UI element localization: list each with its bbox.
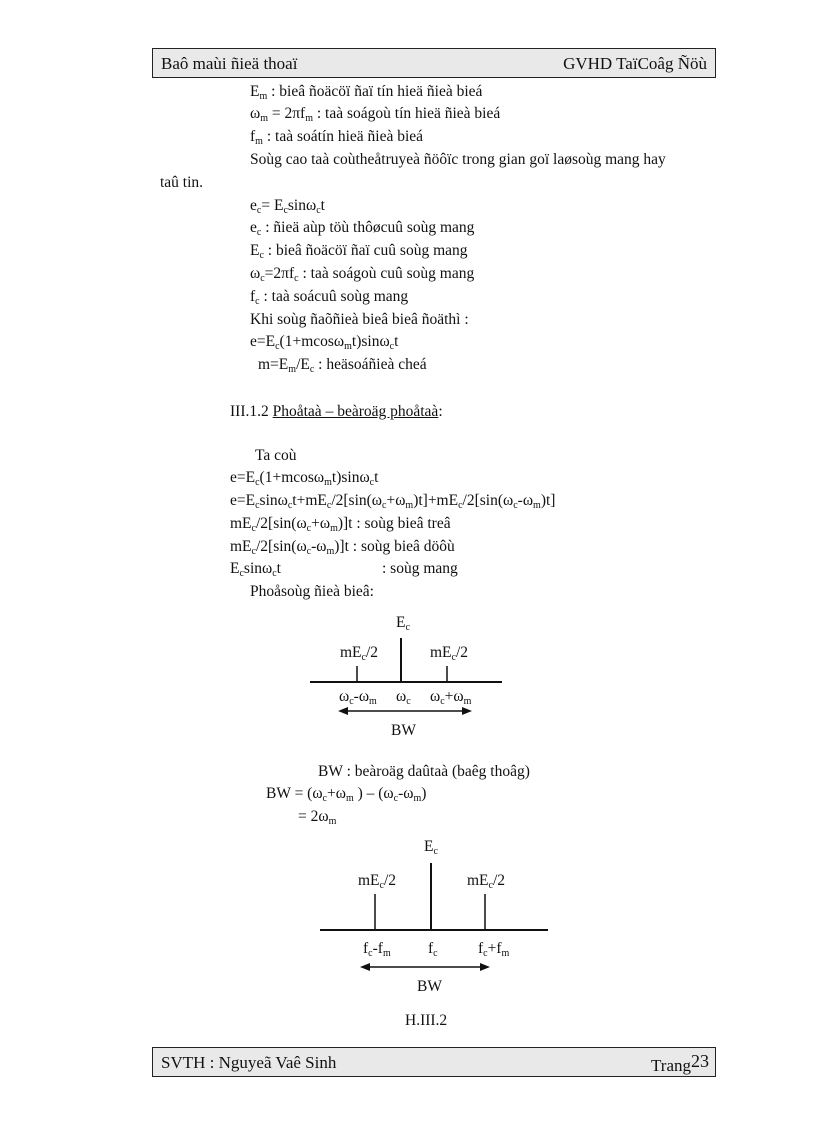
spectrum-diagram-2 xyxy=(315,860,555,935)
bw-label-1: BW xyxy=(391,722,416,739)
def-em: $E_m$ : bieâ ñoäcöï ñaï tín hieä ñieà bieá xyxy=(250,83,483,102)
def-fm: $f_m$ : taà soátín hieä ñieà bieá xyxy=(250,128,424,147)
page-header xyxy=(152,48,716,78)
bw-label-2: BW xyxy=(417,978,442,995)
carrier-line1: Soùg cao taà coùtheåtruyeà ñöôïc trong gian goï laøsoùg mang hay xyxy=(250,151,666,168)
bw-arrow-2 xyxy=(360,960,490,974)
eq-line5-label: : soùg mang xyxy=(382,560,458,577)
footer-student: SVTH : Nguyeã Vaê Sinh xyxy=(161,1053,337,1072)
def-e-eq: $e=E_c(1+mcos\omega_mt)\sin\omega_ct$ xyxy=(250,333,399,352)
carrier-line2: taû tin. xyxy=(160,174,204,191)
lower-sb-label-2: $mE_c/2$ xyxy=(358,872,397,891)
eq-line1: $e=E_c(1+mcos\omega_mt)\sin\omega_ct$ xyxy=(230,469,379,488)
carrier-label-2: $E_c$ xyxy=(424,838,438,857)
eq-line4: $mE_c/2[\sin(\omega_c-\omega_m)]t$ : soùg bieâ döôù xyxy=(230,538,455,557)
ta-co: Ta coù xyxy=(255,447,297,464)
pho-label: Phoåsoùg ñieà bieâ: xyxy=(250,583,374,600)
upper-freq-label-1: $\omega_c+\omega_m$ xyxy=(430,688,472,707)
carrier-label-1: $E_c$ xyxy=(396,614,410,633)
figure-caption: H.III.2 xyxy=(405,1012,448,1029)
eq-line5: $E_c\sin\omega_ct$ xyxy=(230,560,281,579)
header-instructor: GVHD TaïCoâg Ñöù xyxy=(563,54,707,73)
page-footer xyxy=(152,1047,716,1077)
lower-freq-label-1: $\omega_c-\omega_m$ xyxy=(339,688,377,707)
bw-arrow-1 xyxy=(338,704,472,718)
def-ec: $e_c$ : ñieä aùp töù thôøcuû soùg mang xyxy=(250,219,475,238)
def-m-eq: $m=E_m/E_c$ : heäsoáñieà cheá xyxy=(258,356,427,375)
def-ec-eq: $e_c= E_c\sin\omega_ct$ xyxy=(250,197,325,216)
footer-page: Trang23 xyxy=(651,1051,709,1075)
def-wc: $\omega_c=2\pi f_c$ : taà soágoù cuû soùg mang xyxy=(250,265,475,284)
def-fc: $f_c$ : taà soácuû soùg mang xyxy=(250,288,409,307)
lower-sb-label-1: $mE_c/2$ xyxy=(340,644,379,663)
eq-line3: $mE_c/2[\sin(\omega_c+\omega_m)]t$ : soùg bieâ treâ xyxy=(230,515,451,534)
upper-sb-label-1: $mE_c/2$ xyxy=(430,644,469,663)
upper-freq-label-2: $f_c+f_m$ xyxy=(478,940,510,959)
eq-line2: $e=E_c\sin\omega_ct+mE_c/2[\sin(\omega_c+\omega_m)t]+mE_c/2[\sin(\omega_c-\omega_m)t]$ xyxy=(230,492,556,511)
def-wm: $\omega_m = 2\pi f_m$ : taà soágoù tín hieä ñieà bieá xyxy=(250,105,501,124)
header-title: Baô maùi ñieä thoaï xyxy=(161,54,298,73)
carrier-freq-label-1: $\omega_c$ xyxy=(396,688,411,707)
def-Ec: $E_c$ : bieâ ñoäcöï ñaï cuû soùg mang xyxy=(250,242,468,261)
carrier-freq-label-2: $f_c$ xyxy=(428,940,438,959)
def-khi: Khi soùg ñaõñieà bieâ bieâ ñoäthì : xyxy=(250,311,469,328)
page-number: 23 xyxy=(691,1051,709,1071)
lower-freq-label-2: $f_c-f_m$ xyxy=(363,940,391,959)
bw-definition: BW : beàroäg daûtaà (baêg thoâg) xyxy=(318,763,530,780)
bw-eq-1: BW = ($\omega_c+\omega_m$ ) – $(\omega_c-\omega_m)$ xyxy=(266,785,427,804)
bw-eq-2: = $2\omega_m$ xyxy=(298,808,337,827)
section-title: III.1.2 Phoåtaà – beàroäg phoåtaà: xyxy=(230,403,443,420)
upper-sb-label-2: $mE_c/2$ xyxy=(467,872,506,891)
